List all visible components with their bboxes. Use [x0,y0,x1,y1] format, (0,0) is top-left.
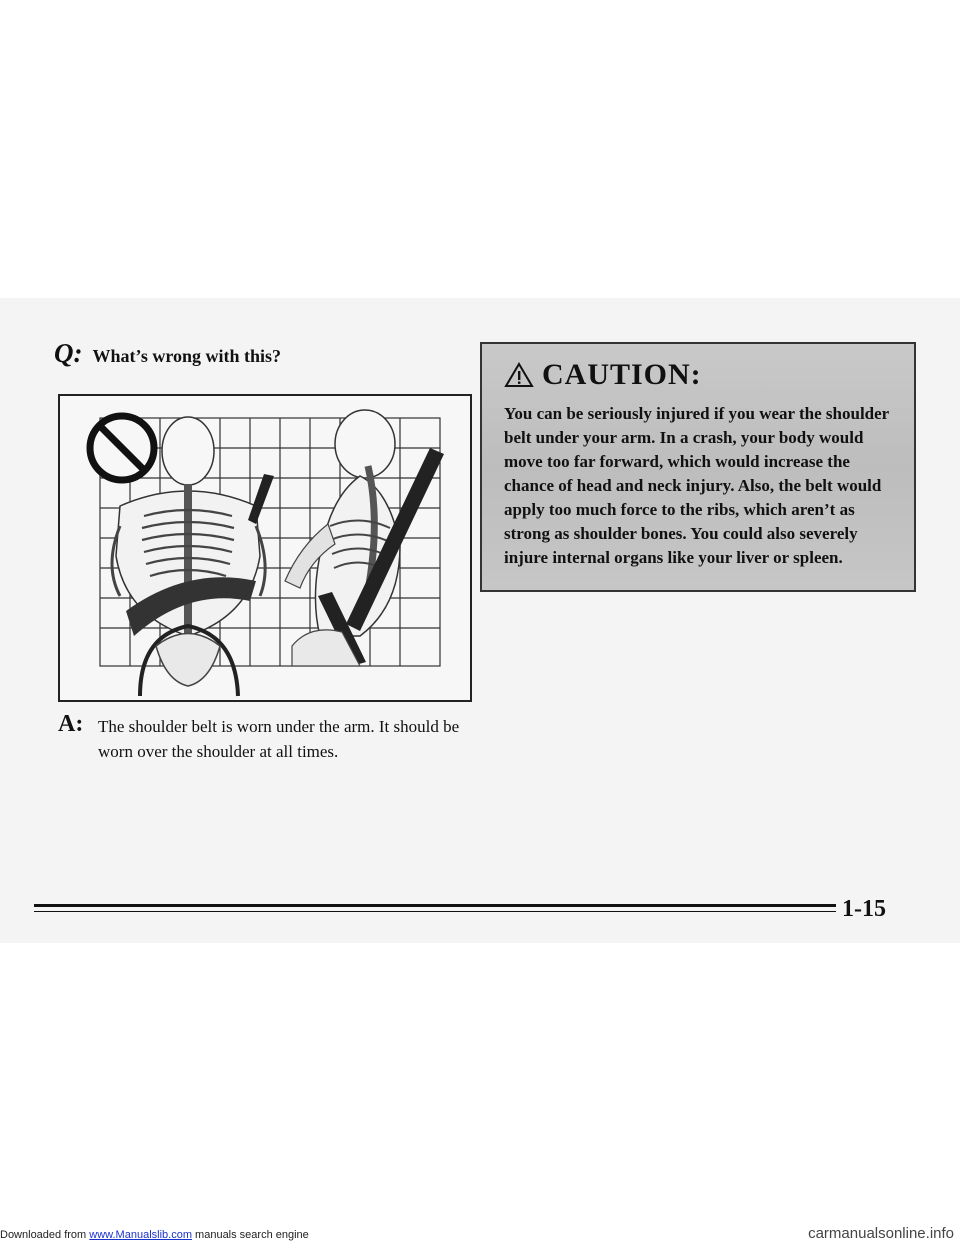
manualslib-link[interactable]: www.Manualslib.com [89,1229,192,1241]
warning-triangle-icon [504,362,534,388]
download-footer [0,1229,309,1241]
watermark-text: carmanualsonline.info [808,1225,954,1242]
question-mark-label: Q: [54,338,83,368]
footer-rule-thin [34,911,836,912]
skeleton-figure [60,396,470,700]
seatbelt-illustration [58,394,472,702]
caution-body: You can be seriously injured if you wear the shoulder belt under your arm. In a crash, your body would move too far forward, which would increase the chance of head and neck injury. Also, the belt would apply too much force to the ribs, which aren’t as strong as shoulder bones. You could also severely injure internal organs like your liver or spleen. [504,404,889,567]
question-row [54,338,281,369]
caution-box [480,342,916,592]
page-number: 1-15 [842,896,886,922]
caution-header [504,358,892,392]
caution-title: CAUTION: [542,358,702,391]
answer-text: The shoulder belt is worn under the arm. It should be worn over the shoulder at all times. [98,717,460,761]
answer-row [58,711,478,764]
footer-rule-thick [34,904,836,907]
question-text: What’s wrong with this? [92,346,282,366]
prohibition-icon [90,416,154,480]
footer-suffix: manuals search engine [195,1229,309,1241]
answer-mark-label: A: [58,711,84,737]
footer-prefix: Downloaded from [0,1229,87,1241]
